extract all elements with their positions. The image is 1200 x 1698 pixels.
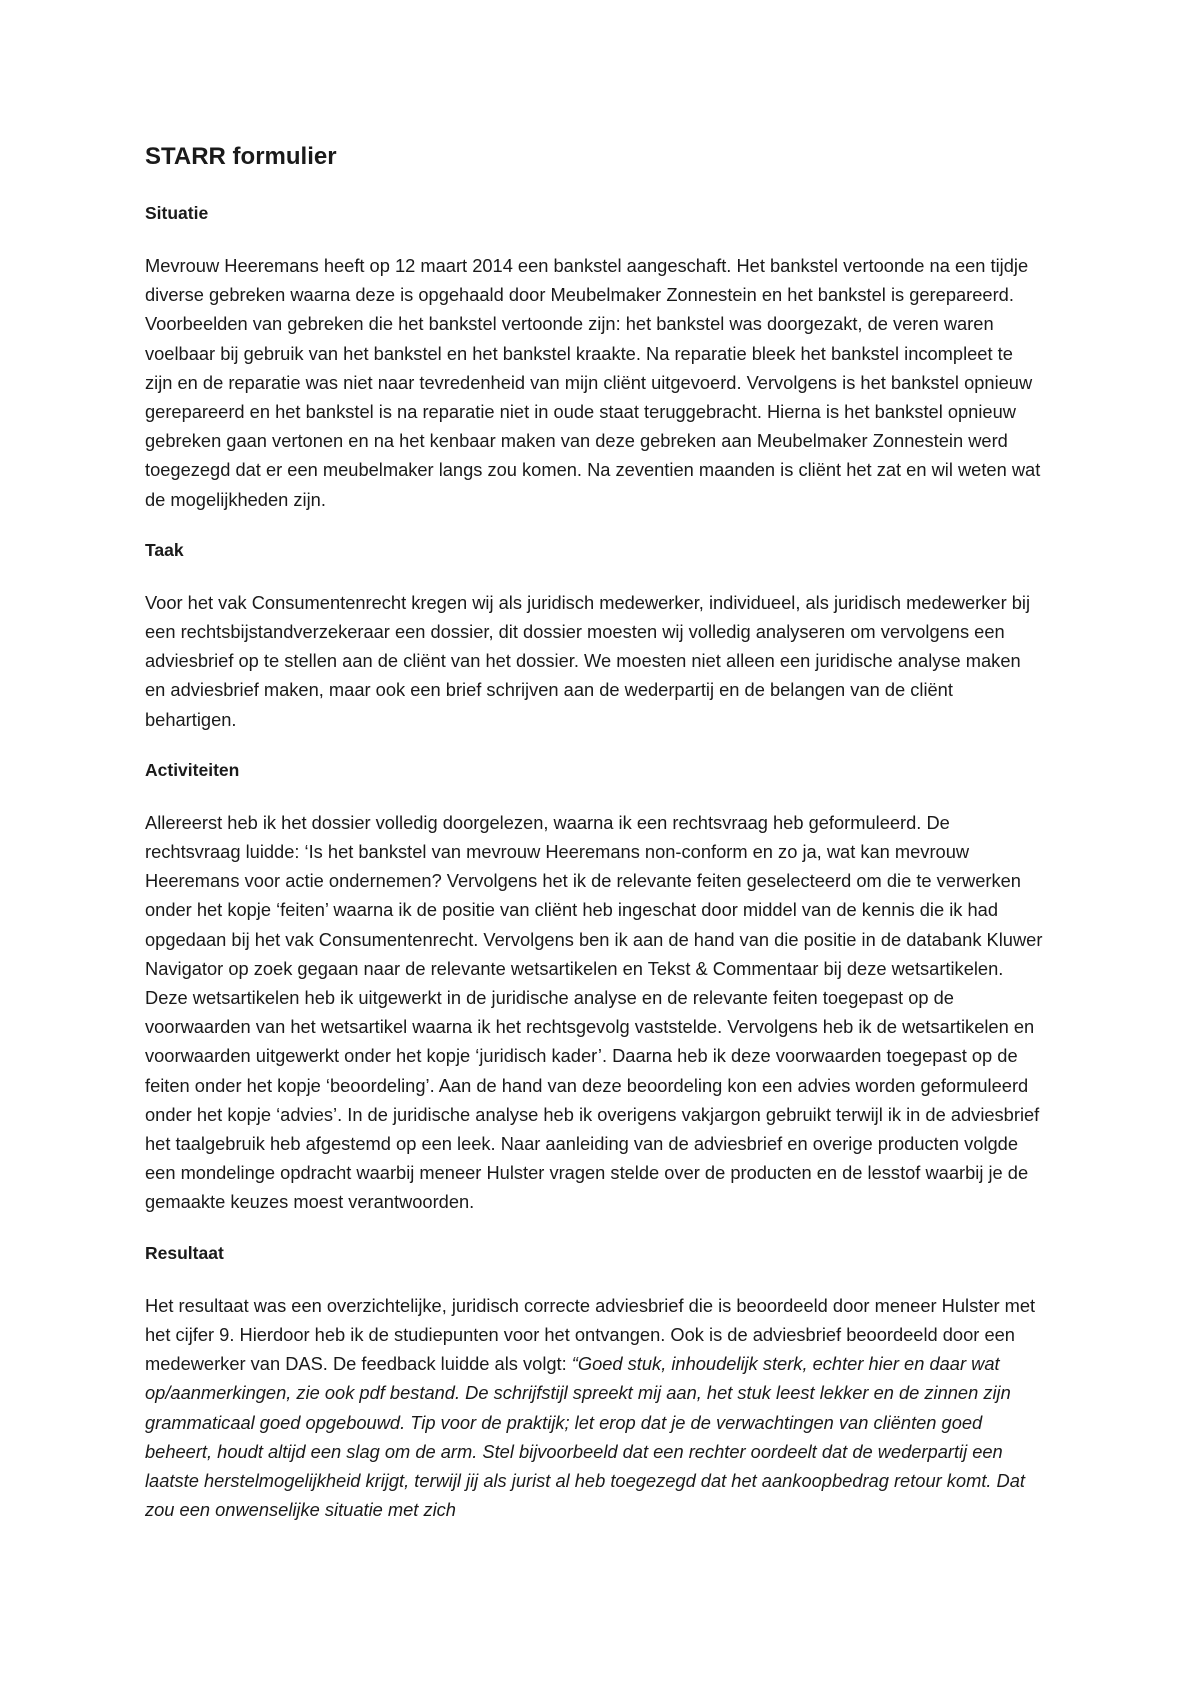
section-body-situatie: Mevrouw Heeremans heeft op 12 maart 2014 een bankstel aangeschaft. Het bankstel vertoonde na een tijdje diverse gebreken waarna deze is opgehaald door Meubelmaker Zonnestein en het bankstel is gerepareerd. Voorbeelden van gebreken die het bankstel vertoonde zijn: het bankstel was doorgezakt, de veren waren voelbaar bij gebruik van het bankstel en het bankstel kraakte. Na reparatie bleek het bankstel incompleet te zijn en de reparatie was niet naar tevredenheid van mijn cliënt uitgevoerd. Vervolgens is het bankstel opnieuw gerepareerd en het bankstel is na reparatie niet in oude staat teruggebracht. Hierna is het bankstel opnieuw gebreken gaan vertonen en na het kenbaar maken van deze gebreken aan Meubelmaker Zonnestein werd toegezegd dat er een meubelmaker langs zou komen. Na zeventien maanden is cliënt het zat en wil weten wat de mogelijkheden zijn. bbox=[145, 255, 1041, 510]
section-heading-resultaat: Resultaat bbox=[145, 1242, 224, 1263]
document-page bbox=[145, 140, 1045, 1547]
section-heading-activiteiten: Activiteiten bbox=[145, 759, 240, 780]
feedback-quote: “Goed stuk, inhoudelijk sterk, echter hier en daar wat op/aanmerkingen, zie ook pdf bestand. De schrijfstijl spreekt mij aan, het stuk leest lekker en de zinnen zijn grammaticaal goed opgebouwd. Tip voor de praktijk; let erop dat je de verwachtingen van cliënten goed beheert, houdt altijd een slag om de arm. Stel bijvoorbeeld dat een rechter oordeelt dat de wederpartij een laatste herstelmogelijkheid krijgt, terwijl jij als jurist al heb toegezegd dat het aankoopbedrag retour komt. Dat zou een onwenselijke situatie met zich bbox=[145, 1353, 1025, 1521]
section-body-resultaat bbox=[145, 1291, 1045, 1525]
resultaat-text: Het resultaat was een overzichtelijke, juridisch correcte adviesbrief die is beoordeeld door meneer Hulster met het cijfer 9. Hierdoor heb ik de studiepunten voor het ontvangen. Ook is de adviesbrief beoordeeld door een medewerker van DAS. De feedback luidde als volgt: bbox=[145, 1294, 1036, 1375]
section-body-taak: Voor het vak Consumentenrecht kregen wij als juridisch medewerker, individueel, als juridisch medewerker bij een rechtsbijstandverzekeraar een dossier, dit dossier moesten wij volledig analyseren om vervolgens een adviesbrief op te stellen aan de cliënt van het dossier. We moesten niet alleen een juridische analyse maken en adviesbrief maken, maar ook een brief schrijven aan de wederpartij en de belangen van de cliënt behartigen. bbox=[145, 591, 1031, 730]
section-heading-situatie: Situatie bbox=[145, 203, 209, 223]
section-body-activiteiten: Allereerst heb ik het dossier volledig doorgelezen, waarna ik een rechtsvraag heb geformuleerd. De rechtsvraag luidde: ‘Is het bankstel van mevrouw Heeremans non-conform en zo ja, wat kan mevrouw Heeremans voor actie ondernemen? Vervolgens het ik de relevante feiten geselecteerd om die te verwerken onder het kopje ‘feiten’ waarna ik de positie van cliënt heb ingeschat door middel van de kennis die ik had opgedaan bij het vak Consumentenrecht. Vervolgens ben ik aan de hand van die positie in de databank Kluwer Navigator op zoek gegaan naar de relevante wetsartikelen en Tekst & Commentaar bij deze wetsartikelen. Deze wetsartikelen heb ik uitgewerkt in de juridische analyse en de relevante feiten toegepast op de voorwaarden van het wetsartikel waarna ik het rechtsgevolg vaststelde. Vervolgens heb ik de wetsartikelen en voorwaarden uitgewerkt onder het kopje ‘juridisch kader’. Daarna heb ik deze voorwaarden toegepast op de feiten onder het kopje ‘beoordeling’. Aan de hand van deze beoordeling kon een advies worden geformuleerd onder het kopje ‘advies’. In de juridische analyse heb ik overigens vakjargon gebruikt terwijl ik in de adviesbrief het taalgebruik heb afgestemd op een leek. Naar aanleiding van de adviesbrief en overige producten volgde een mondelinge opdracht waarbij meneer Hulster vragen stelde over de producten en de lesstof waarbij je de gemaakte keuzes moest verantwoorden. bbox=[145, 811, 1043, 1213]
section-heading-taak: Taak bbox=[145, 539, 184, 560]
document-title: STARR formulier bbox=[145, 143, 337, 170]
